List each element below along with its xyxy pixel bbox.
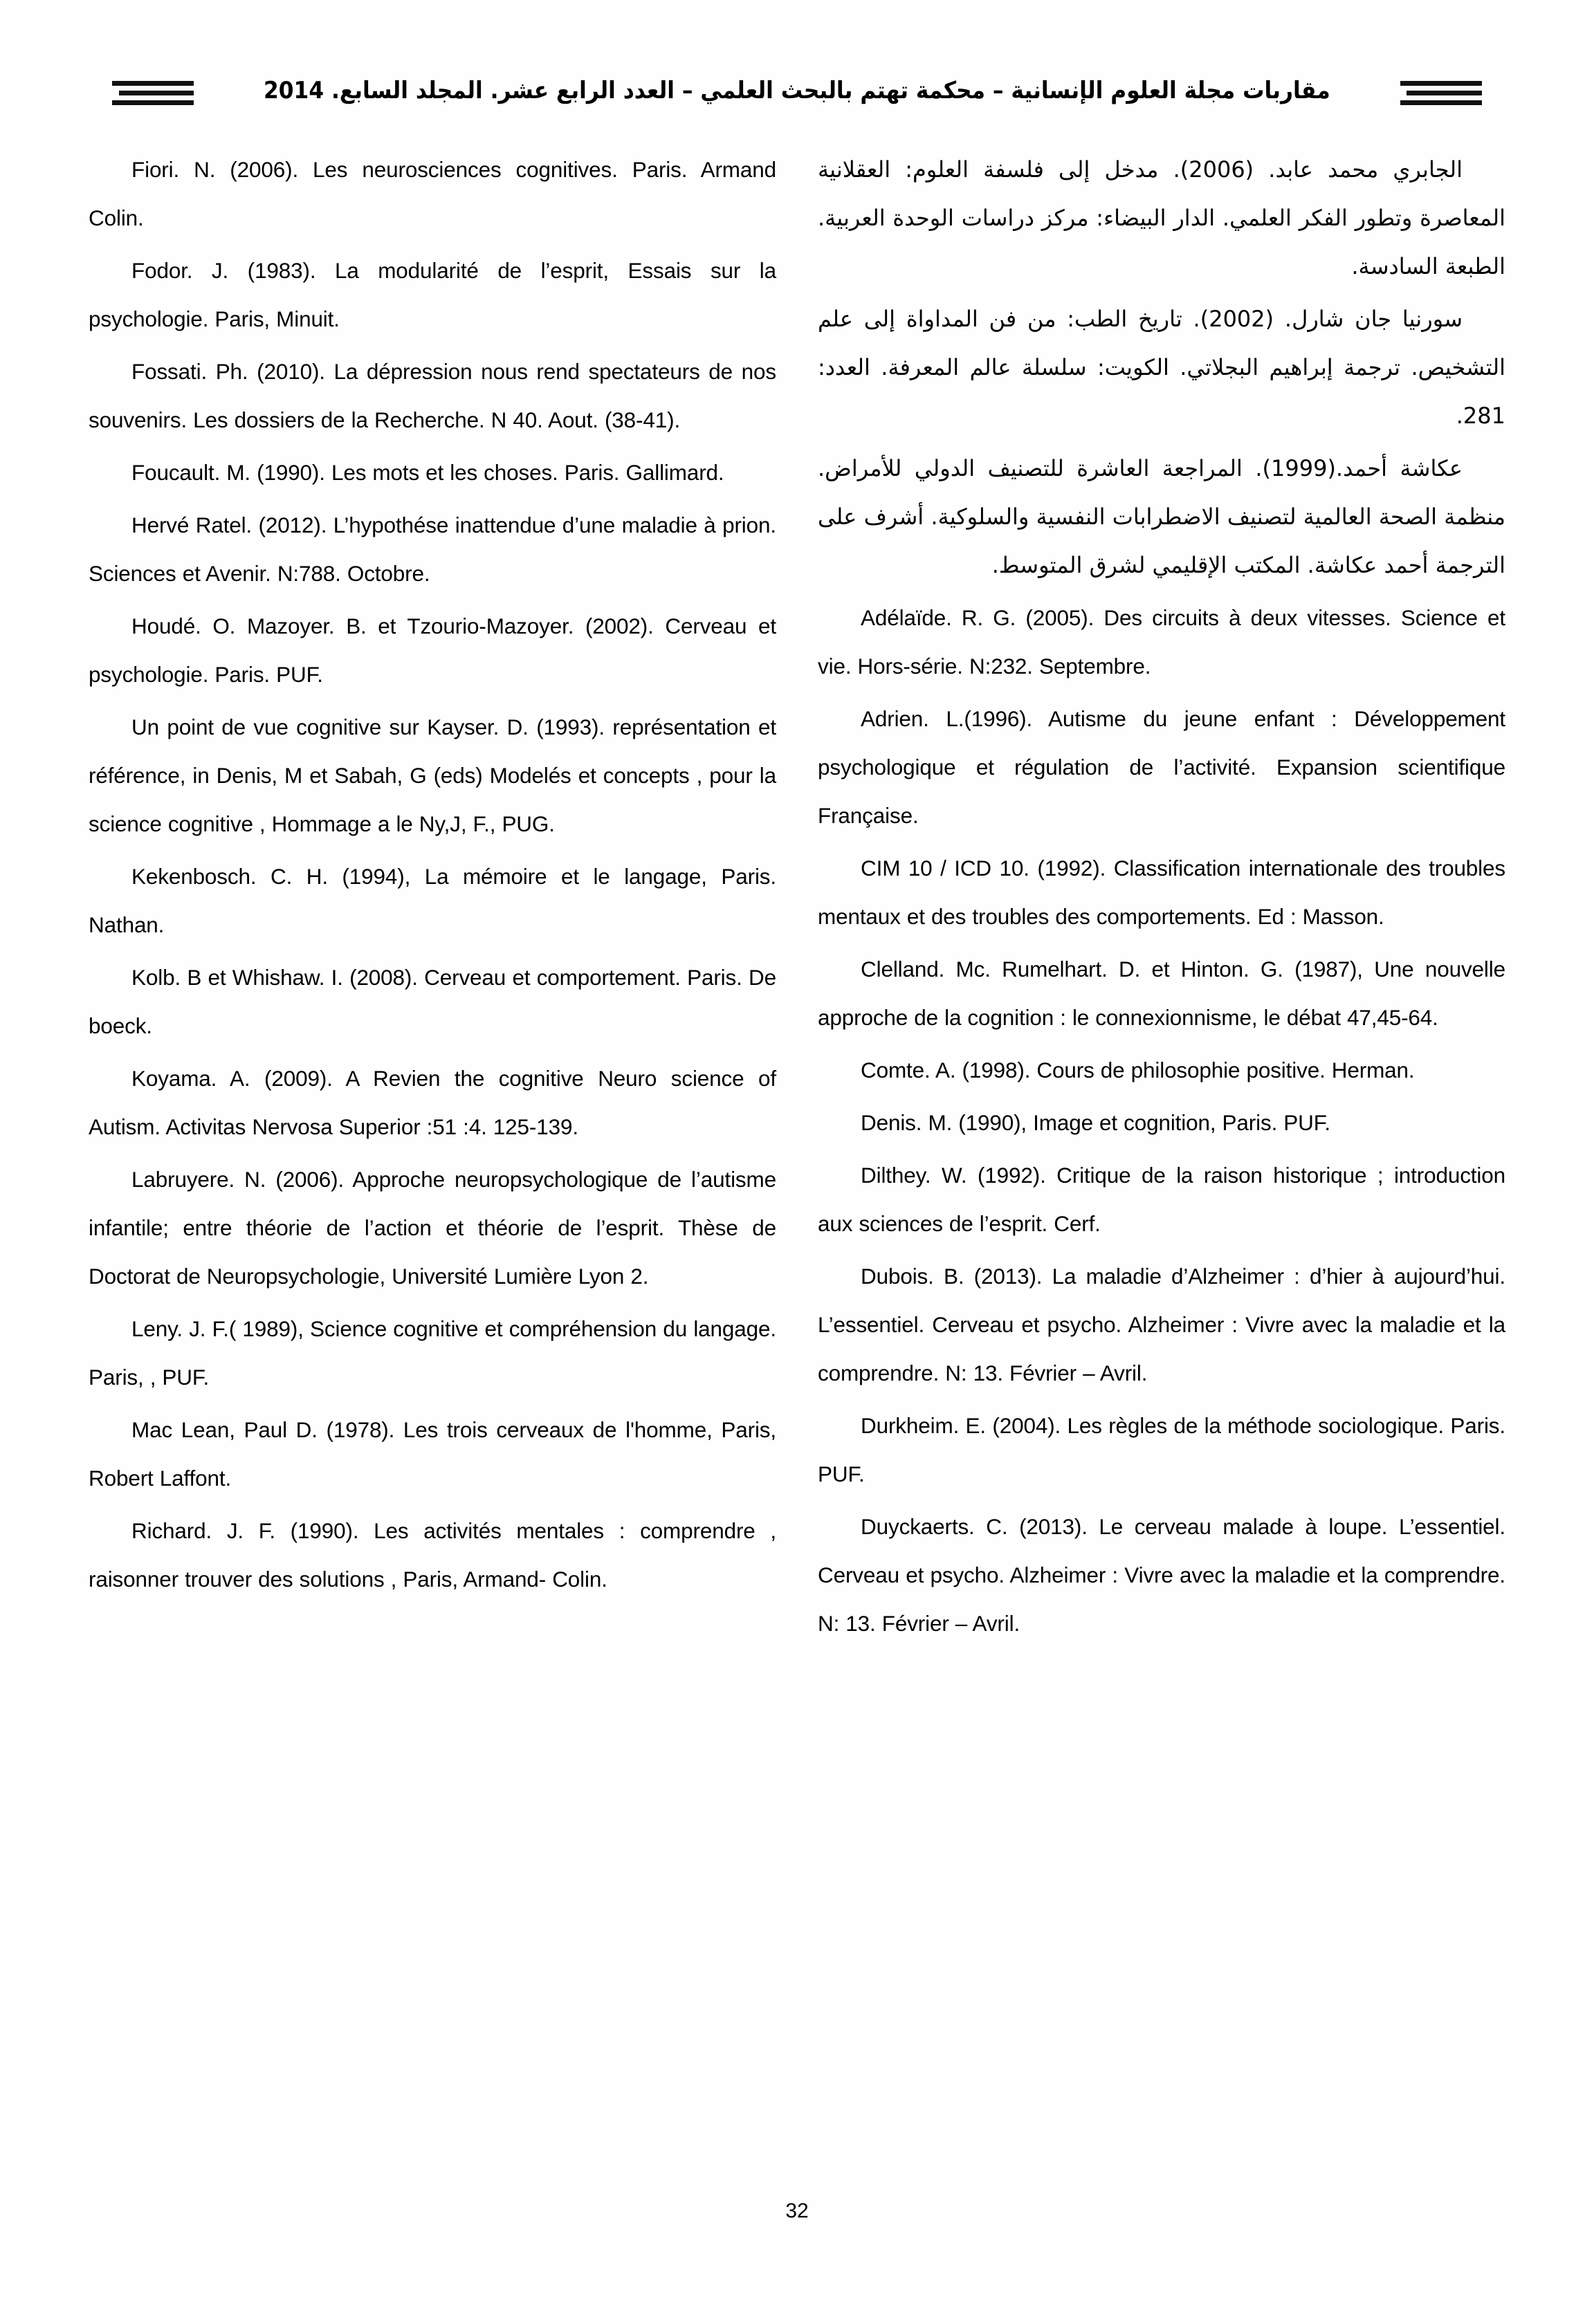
- column-left: [89, 145, 776, 2172]
- running-head: [69, 66, 1525, 115]
- header-rule-left: [112, 77, 194, 105]
- reference-item: Un point de vue cognitive sur Kayser. D. (1993). représentation et référence, in Denis, M et Sabah, G (eds) Modelés et concepts , pour la science cognitive , Hommage a le Ny,J, F., PUG.: [89, 714, 776, 836]
- reference-item: Richard. J. F. (1990). Les activités mentales : comprendre , raisonner trouver des solutions , Paris, Armand- Colin.: [89, 1518, 776, 1592]
- reference-item: Mac Lean, Paul D. (1978). Les trois cerveaux de l'homme, Paris, Robert Laffont.: [89, 1417, 776, 1491]
- reference-item: Clelland. Mc. Rumelhart. D. et Hinton. G. (1987), Une nouvelle approche de la cognition : le connexionnisme, le débat 47,45-64.: [818, 957, 1505, 1030]
- reference-item: Houdé. O. Mazoyer. B. et Tzourio-Mazoyer. (2002). Cerveau et psychologie. Paris. PUF.: [89, 614, 776, 687]
- reference-item: Leny. J. F.( 1989), Science cognitive et compréhension du langage. Paris, , PUF.: [89, 1316, 776, 1390]
- reference-item: Fossati. Ph. (2010). La dépression nous rend spectateurs de nos souvenirs. Les dossiers de la Recherche. N 40. Aout. (38-41).: [89, 359, 776, 432]
- reference-item: CIM 10 / ICD 10. (1992). Classification internationale des troubles mentaux et des troubles des comportements. Ed : Masson.: [818, 856, 1505, 929]
- reference-item: Koyama. A. (2009). A Revien the cognitive Neuro science of Autism. Activitas Nervosa Superior :51 :4. 125-139.: [89, 1066, 776, 1139]
- reference-item: Dilthey. W. (1992). Critique de la raison historique ; introduction aux sciences de l’esprit. Cerf.: [818, 1163, 1505, 1236]
- reference-item: Duyckaerts. C. (2013). Le cerveau malade à loupe. L’essentiel. Cerveau et psycho. Alzheimer : Vivre avec la maladie et la comprendre. N: 13. Février – Avril.: [818, 1514, 1505, 1636]
- reference-item: Adélaïde. R. G. (2005). Des circuits à deux vitesses. Science et vie. Hors-série. N:232. Septembre.: [818, 605, 1505, 679]
- reference-item: Comte. A. (1998). Cours de philosophie positive. Herman.: [861, 1058, 1415, 1082]
- reference-item: Hervé Ratel. (2012). L’hypothése inattendue d’une maladie à prion. Sciences et Avenir. N:788. Octobre.: [89, 513, 776, 586]
- bibliography-columns: [89, 145, 1505, 2172]
- reference-item: Adrien. L.(1996). Autisme du jeune enfant : Développement psychologique et régulation de l’activité. Expansion scientifique Française.: [818, 706, 1505, 828]
- reference-item: Kekenbosch. C. H. (1994), La mémoire et le langage, Paris. Nathan.: [89, 864, 776, 937]
- reference-item: Durkheim. E. (2004). Les règles de la méthode sociologique. Paris. PUF.: [818, 1413, 1505, 1486]
- reference-item: Fodor. J. (1983). La modularité de l’esprit, Essais sur la psychologie. Paris, Minuit.: [89, 258, 776, 331]
- reference-item: Denis. M. (1990), Image et cognition, Paris. PUF.: [861, 1110, 1330, 1135]
- running-head-text: مقاربات مجلة العلوم الإنسانية – محكمة تهتم بالبحث العلمي – العدد الرابع عشر. المجلد السابع. 2014: [264, 77, 1330, 104]
- reference-item: Dubois. B. (2013). La maladie d’Alzheimer : d’hier à aujourd’hui. L’essentiel. Cerveau et psycho. Alzheimer : Vivre avec la maladie et la comprendre. N: 13. Février – Avril.: [818, 1264, 1505, 1385]
- column-right: [818, 145, 1505, 2172]
- reference-item: سورنيا جان شارل. (2002). تاريخ الطب: من فن المداواة إلى علم التشخيص. ترجمة إبراهيم البجلاتي. الكويت: سلسلة عالم المعرفة. العدد: 281.: [818, 306, 1505, 429]
- reference-item: Kolb. B et Whishaw. I. (2008). Cerveau et comportement. Paris. De boeck.: [89, 965, 776, 1038]
- reference-item: Labruyere. N. (2006). Approche neuropsychologique de l’autisme infantile; entre théorie de l’action et théorie de l’esprit. Thèse de Doctorat de Neuropsychologie, Université Lumière Lyon 2.: [89, 1167, 776, 1289]
- reference-item: الجابري محمد عابد. (2006). مدخل إلى فلسفة العلوم: العقلانية المعاصرة وتطور الفكر العلمي. الدار البيضاء: مركز دراسات الوحدة العربية. الطبعة السادسة.: [818, 156, 1505, 279]
- reference-item: عكاشة أحمد.(1999). المراجعة العاشرة للتصنيف الدولي للأمراض. منظمة الصحة العالمية لتصنيف الاضطرابات النفسية والسلوكية. أشرف على الترجمة أحمد عكاشة. المكتب الإقليمي لشرق المتوسط.: [818, 455, 1505, 578]
- header-rule-right: [1400, 77, 1482, 105]
- page-number: 32: [785, 2200, 809, 2222]
- reference-item: Fiori. N. (2006). Les neurosciences cognitives. Paris. Armand Colin.: [89, 157, 776, 230]
- reference-item: Foucault. M. (1990). Les mots et les choses. Paris. Gallimard.: [131, 460, 724, 485]
